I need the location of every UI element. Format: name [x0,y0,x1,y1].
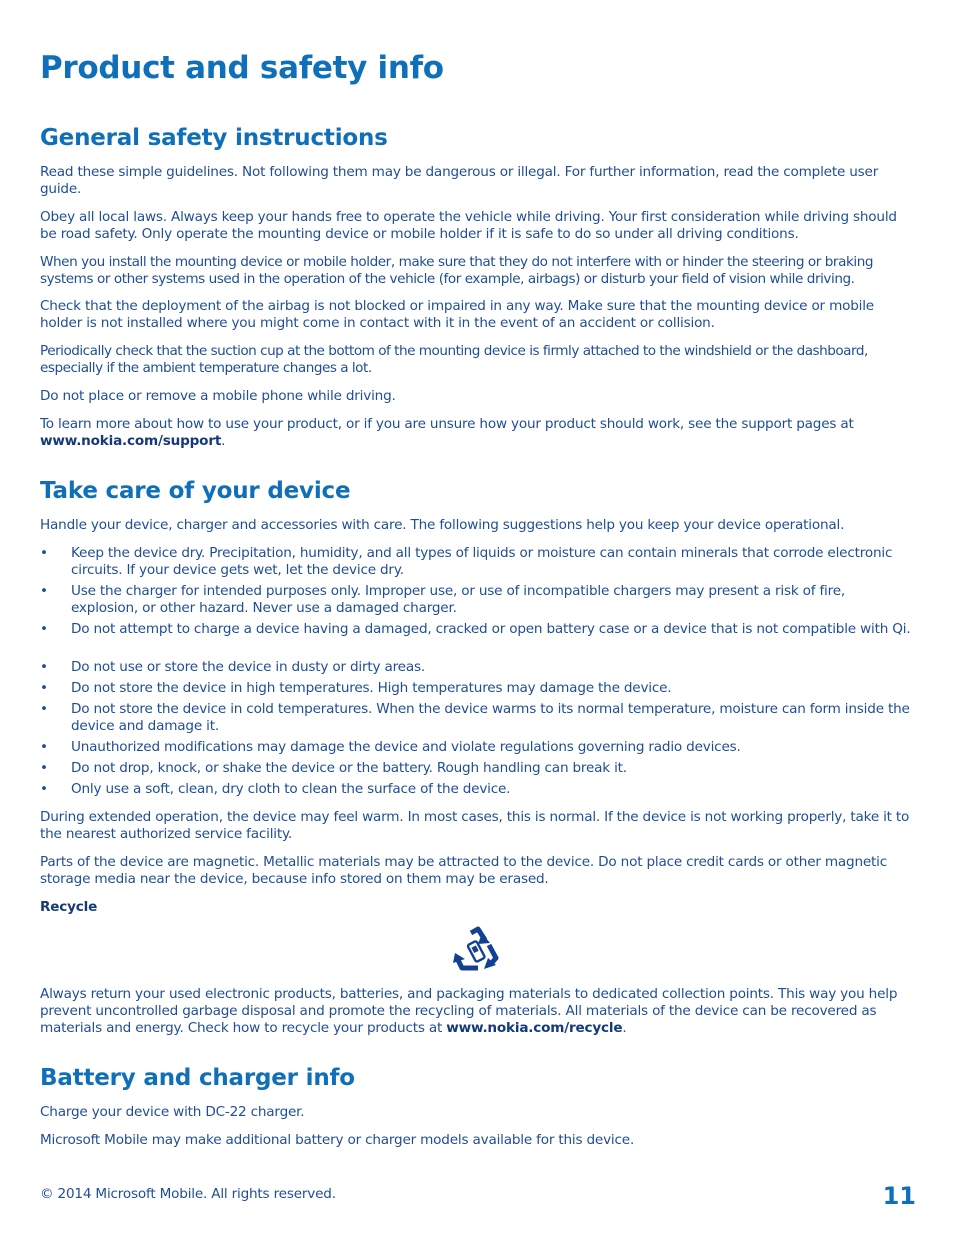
list-item-text: Use the charger for intended purposes only. Improper use, or use of incompatible chargers may present a risk of fire, explosion, or other hazard. Never use a damaged charger. [71,583,846,616]
page-number: 11 [882,1182,916,1210]
recycle-text: Always return your used electronic products, batteries, and packaging materials to dedicated collection points. This way you help prevent uncontrolled garbage disposal and promote the recycling of materials. All materials of the device can be recovered as materials and energy. Check how to recycle your products at [40,986,898,1036]
section-heading-take-care: Take care of your device [40,478,351,504]
support-link[interactable]: www.nokia.com/support [40,433,222,449]
bullet: • [40,781,48,797]
section-heading-battery: Battery and charger info [40,1065,355,1091]
paragraph: Microsoft Mobile may make additional battery or charger models available for this device. [40,1132,635,1148]
list-item-text: Do not drop, knock, or shake the device or the battery. Rough handling can break it. [71,760,627,776]
paragraph: Obey all local laws. Always keep your hands free to operate the vehicle while driving. Your first consideration while driving should be road safety. Only operate the mounting device or mobile holder if it is safe to do so under all driving conditions. [40,209,897,242]
bullet: • [40,545,48,561]
list-item-text: Do not use or store the device in dusty or dirty areas. [71,659,425,675]
footer-copyright: © 2014 Microsoft Mobile. All rights reserved. [40,1186,336,1202]
paragraph: Periodically check that the suction cup at the bottom of the mounting device is firmly attached to the windshield or the dashboard, especially if the ambient temperature changes a lot. [40,343,868,376]
paragraph: Parts of the device are magnetic. Metallic materials may be attracted to the device. Do not place credit cards or other magnetic storage media near the device, because info stored on them may be erased. [40,854,888,887]
bullet: • [40,659,48,675]
list-item-text: Do not store the device in high temperatures. High temperatures may damage the device. [71,680,672,696]
support-paragraph [40,416,916,450]
list-item-text: Do not store the device in cold temperatures. When the device warms to its normal temperature, moisture can form inside the device and damage it. [71,701,910,734]
bullet: • [40,739,48,755]
recycle-link[interactable]: www.nokia.com/recycle [446,1020,623,1036]
paragraph: Charge your device with DC-22 charger. [40,1104,305,1120]
page-title: Product and safety info [40,50,444,86]
recycle-icon [452,925,502,973]
paragraph: Handle your device, charger and accessories with care. The following suggestions help you keep your device operational. [40,517,845,533]
bullet: • [40,760,48,776]
recycle-end: . [622,1020,627,1036]
list-item-text: Keep the device dry. Precipitation, humidity, and all types of liquids or moisture can contain minerals that corrode electronic circuits. If your device gets wet, let the device dry. [71,545,893,578]
support-end: . [221,433,226,449]
bullet: • [40,701,48,717]
support-text: To learn more about how to use your product, or if you are unsure how your product should work, see the support pages at [40,416,854,432]
paragraph: Check that the deployment of the airbag is not blocked or impaired in any way. Make sure that the mounting device or mobile holder is not installed where you might come in contact with it in the event of an accident or collision. [40,298,874,331]
bullet: • [40,583,48,599]
recycle-paragraph [40,986,916,1037]
list-item-text: Only use a soft, clean, dry cloth to clean the surface of the device. [71,781,511,797]
bullet: • [40,680,48,696]
section-heading-general-safety: General safety instructions [40,125,388,151]
paragraph: During extended operation, the device may feel warm. In most cases, this is normal. If the device is not working properly, take it to the nearest authorized service facility. [40,809,910,842]
paragraph: Do not place or remove a mobile phone while driving. [40,388,396,404]
list-item-text: Unauthorized modifications may damage the device and violate regulations governing radio devices. [71,739,741,755]
recycle-label: Recycle [40,899,98,915]
bullet: • [40,621,48,637]
paragraph: When you install the mounting device or mobile holder, make sure that they do not interfere with or hinder the steering or braking systems or other systems used in the operation of the vehicle (for example, airbags) or disturb your field of vision while driving. [40,254,874,287]
list-item-text: Do not attempt to charge a device having a damaged, cracked or open battery case or a device that is not compatible with Qi. [71,621,911,637]
paragraph: Read these simple guidelines. Not following them may be dangerous or illegal. For further information, read the complete user guide. [40,164,879,197]
